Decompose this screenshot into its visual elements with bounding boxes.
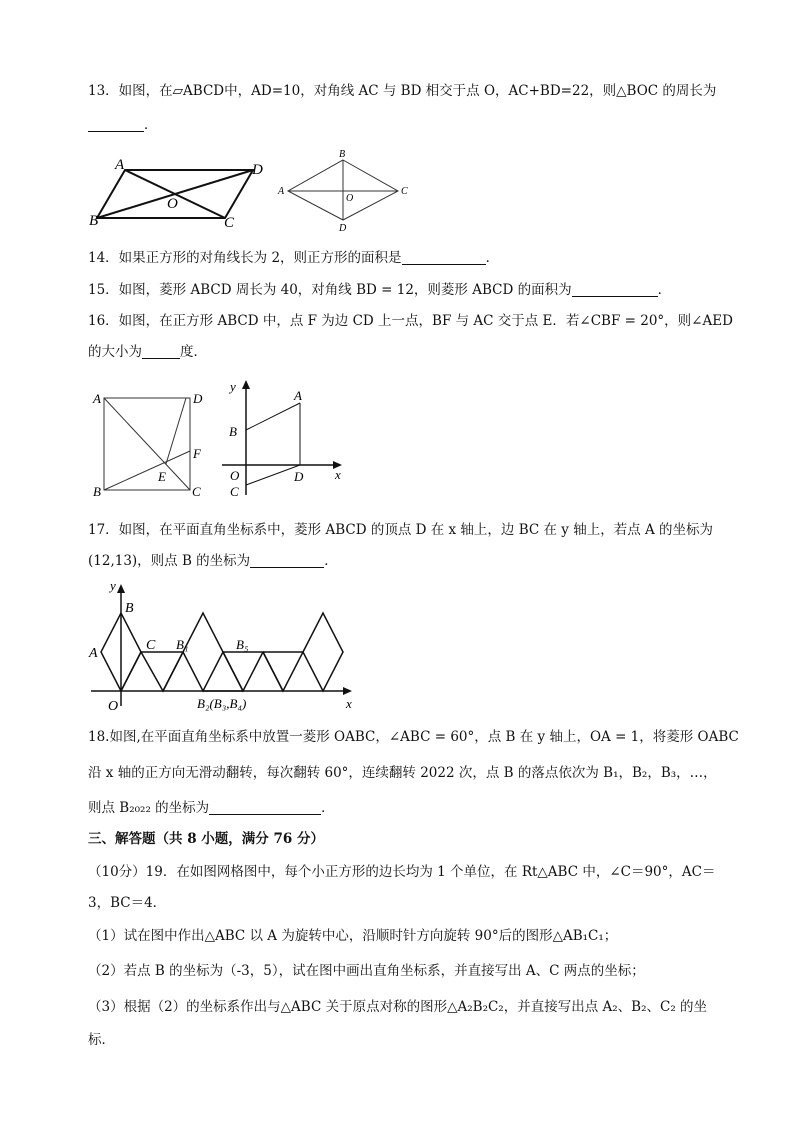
fig16b-label-D: D — [294, 469, 304, 484]
q14-blank — [402, 250, 486, 265]
fig17-label-A: A — [89, 646, 98, 661]
fig16a-label-A: A — [93, 391, 101, 406]
q16-blank — [142, 344, 180, 359]
fig13a-label-C: C — [224, 215, 235, 231]
q13-rhombus-figure — [278, 148, 413, 233]
q17-line2 — [88, 552, 338, 570]
q15-text: 15．如图，菱形 ABCD 周长为 40，对角线 BD = 12，则菱形 ABCD 的面积为 — [88, 282, 572, 298]
fig17-axis-x: x — [346, 696, 352, 711]
q19-sub3-line1: （3）根据（2）的坐标系作出与△ABC 关于原点对称的图形△A₂B₂C₂，并直接写出点 A₂、B₂、C₂ 的坐 — [88, 999, 708, 1015]
fig13b-label-D: D — [339, 223, 347, 234]
fig13a-label-A: A — [115, 157, 125, 173]
fig16a-label-D: D — [193, 391, 203, 406]
q18-line1: 18.如图,在平面直角坐标系中放置一菱形 OABC，∠ABC = 60°，点 B 在 y 轴上，OA = 1，将菱形 OABC — [88, 729, 739, 745]
q16-line2-post: 度． — [180, 344, 207, 360]
fig16b-label-O: O — [230, 468, 240, 483]
fig13a-label-D: D — [252, 162, 263, 178]
fig16a-label-B: B — [93, 484, 101, 499]
fig17-label-B: B — [125, 601, 134, 616]
fig16b-axis-x: x — [335, 467, 341, 482]
fig17-label-B1: B₁ — [176, 637, 189, 652]
fig16b-label-B: B — [229, 424, 237, 439]
q13-blank — [88, 117, 144, 132]
fig13a-label-O: O — [167, 196, 178, 212]
q19-sub3-line2: 标． — [88, 1032, 115, 1048]
q19-line1: （10分）19．在如图网格图中，每个小正方形的边长均为 1 个单位，在 Rt△ABC 中，∠C＝90°，AC＝ — [88, 864, 716, 880]
q17-rhombus-rolling-figure — [86, 578, 361, 718]
q16-line2 — [88, 343, 207, 361]
q13-tail: ． — [144, 117, 158, 133]
q19-sub2: （2）若点 B 的坐标为（-3，5），试在图中画出直角坐标系，并直接写出 A、C 两点的坐标； — [88, 963, 645, 979]
q14-text: 14．如果正方形的对角线长为 2，则正方形的面积是 — [88, 250, 402, 266]
q19-line2: 3，BC＝4． — [88, 895, 167, 911]
section3-title: 三、解答题（共 8 小题，满分 76 分） — [88, 831, 324, 847]
q17-line2-post: ． — [324, 553, 338, 569]
q13-parallelogram-figure — [85, 155, 275, 230]
q19-sub1: （1）试在图中作出△ABC 以 A 为旋转中心，沿顺时针方向旋转 90°后的图形△AB₁C₁； — [88, 928, 618, 944]
q15-line — [88, 281, 671, 299]
q13-answer-line — [88, 116, 158, 134]
fig16a-label-C: C — [192, 484, 201, 499]
fig16a-label-F: F — [193, 446, 201, 461]
q16-square-figure — [88, 385, 210, 503]
fig16b-label-C: C — [230, 484, 239, 499]
fig13b-label-B: B — [339, 149, 346, 160]
q13-text: 13．如图，在▱ABCD中，AD=10，对角线 AC 与 BD 相交于点 O，AC+BD=22，则△BOC 的周长为 — [88, 83, 717, 99]
q18-line3-post: ． — [321, 800, 335, 816]
fig17-label-O: O — [108, 699, 119, 714]
q18-blank — [209, 800, 321, 815]
q16-line2-pre: 的大小为 — [88, 344, 142, 360]
q17-line1: 17．如图，在平面直角坐标系中，菱形 ABCD 的顶点 D 在 x 轴上，边 BC 在 y 轴上，若点 A 的坐标为 — [88, 522, 714, 538]
fig16a-label-E: E — [158, 469, 166, 484]
fig13a-label-B: B — [89, 213, 99, 229]
fig17-label-C: C — [146, 638, 156, 653]
fig17-label-B2B3B4: B₂(B₃,B₄) — [197, 696, 247, 711]
q18-line3-pre: 则点 B₂₀₂₂ 的坐标为 — [88, 800, 210, 816]
fig13b-label-C: C — [401, 186, 408, 197]
q16-coordinate-figure — [222, 375, 352, 500]
q14-tail: ． — [485, 250, 500, 266]
q16-line1: 16．如图，在正方形 ABCD 中，点 F 为边 CD 上一点，BF 与 AC 交于点 E．若∠CBF = 20°，则∠AED — [88, 313, 733, 329]
fig17-label-B5: B₅ — [236, 637, 249, 652]
q15-tail: ． — [657, 282, 672, 298]
q17-line2-pre: (12,13)，则点 B 的坐标为 — [88, 553, 251, 569]
q18-line2: 沿 x 轴的正方向无滑动翻转，每次翻转 60°，连续翻转 2022 次，点 B 的落点依次为 B₁，B₂，B₃，…， — [88, 765, 717, 781]
fig17-axis-y: y — [110, 578, 116, 593]
q17-blank — [250, 553, 324, 568]
fig16b-axis-y: y — [230, 379, 236, 394]
fig16b-label-A: A — [294, 388, 302, 403]
fig13b-label-A: A — [278, 186, 285, 197]
q15-blank — [572, 282, 658, 297]
fig13b-label-O: O — [346, 193, 354, 204]
q18-line3 — [88, 799, 335, 817]
q14-line — [88, 249, 499, 267]
